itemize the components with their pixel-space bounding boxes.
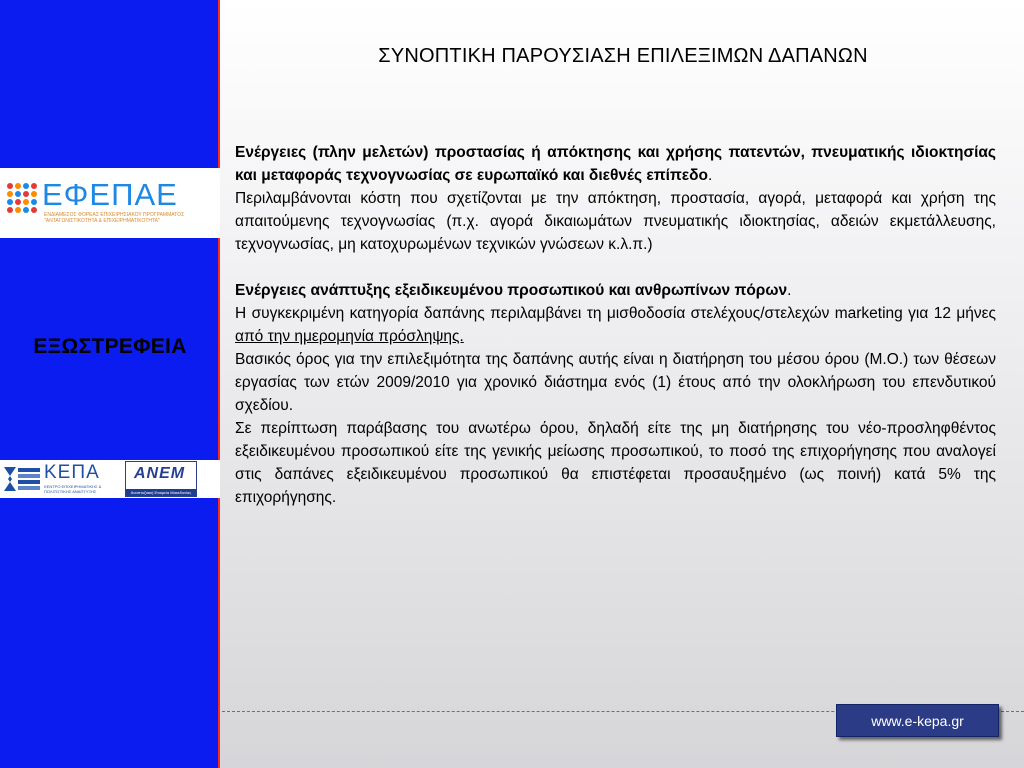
kepa-mark-icon	[2, 465, 42, 493]
kepa-logo	[0, 462, 118, 496]
paragraph-patents-period: .	[707, 167, 713, 184]
efepae-dots-icon	[6, 182, 40, 216]
paragraph-staff-body-underlined: από την ημερομηνία πρόσληψης.	[235, 328, 464, 345]
paragraph-condition: Βασικός όρος για την επιλεξιμότητα της δαπάνης αυτής είναι η διατήρηση του μέσου όρου (Μ.Ο.) των θέσεων εργασίας των ετών 2009/2010 για χρονικό διάστημα ενός (1) έτους από την ολοκλήρωση του επενδυτικού σχεδίου.	[235, 351, 996, 414]
paragraph-penalty: Σε περίπτωση παράβασης του ανωτέρω όρου, δηλαδή είτε της μη διατήρησης του νέο-προσληφθέντος εξειδικευμένου προσωπικού είτε της γενικής μείωσης προσωπικού, το ποσό της επιχορήγησης που αναλογεί στις δαπάνες εξειδικευμένου προσωπικού θα επιστέφεται προσαυξημένο (ως ποινή) κατά 5% της επιχορήγησης.	[235, 420, 996, 506]
paragraph-spacer	[235, 256, 996, 279]
efepae-logo-name: ΕΦΕΠΑΕ	[42, 177, 178, 212]
efepae-logo	[0, 168, 220, 238]
section-label: ΕΞΩΣΤΡΕΦΕΙΑ	[33, 335, 187, 358]
partner-logos	[0, 460, 220, 498]
page-title: ΣΥΝΟΠΤΙΚΗ ΠΑΡΟΥΣΙΑΣΗ ΕΠΙΛΕΞΙΜΩΝ ΔΑΠΑΝΩΝ	[378, 45, 868, 67]
kepa-logo-subtitle: ΚΕΝΤΡΟ ΕΠΙΧΕΙΡΗΜΑΤΙΚΗΣ & ΠΟΛΙΤΙΣΤΙΚΗΣ ΑΝΑΠΤΥΞΗΣ	[44, 484, 102, 494]
slide-content	[235, 141, 996, 509]
paragraph-staff-body	[235, 302, 996, 348]
anem-logo-subtitle: Αναπτυξιακή Εταιρεία Μακεδονίας	[126, 489, 196, 496]
paragraph-patents-heading: Ενέργειες (πλην μελετών) προστασίας ή απόκτησης και χρήσης πατεντών, πνευματικής ιδιοκτησίας και μεταφοράς τεχνογνωσίας σε ευρωπαϊκό και διεθνές επίπεδο	[235, 144, 996, 184]
paragraph-staff-heading: Ενέργειες ανάπτυξης εξειδικευμένου προσωπικού και ανθρωπίνων πόρων	[235, 282, 788, 299]
anem-logo	[125, 461, 197, 497]
efepae-logo-subtitle: ΕΝΔΙΑΜΕΣΟΣ ΦΟΡΕΑΣ ΕΠΙΧΕΙΡΗΣΙΑΚΟΥ ΠΡΟΓΡΑΜΜΑΤΟΣ "ΑΝΤΑΓΩΝΙΣΤΙΚΟΤΗΤΑ & ΕΠΙΧΕΙΡΗΜΑΤΙΚΟΤΗΤΑ"	[44, 212, 185, 224]
paragraph-staff-period: .	[787, 282, 792, 299]
paragraph-staff-body-text: Η συγκεκριμένη κατηγορία δαπάνης περιλαμβάνει τη μισθοδοσία στελέχους/στελεχών marketing για 12 μήνες	[235, 305, 996, 322]
paragraph-staff	[235, 279, 996, 302]
sidebar	[0, 0, 220, 768]
paragraph-patents	[235, 141, 996, 187]
paragraph-patents-body: Περιλαμβάνονται κόστη που σχετίζονται με την απόκτηση, προστασία, αγορά, μεταφορά και χρήση της απαιτούμενης τεχνογνωσίας (π.χ. αγορά δικαιωμάτων πνευματικής ιδιοκτησίας, αδειών εκμετάλλευσης, τεχνογνωσίας, μη κατοχυρωμένων τεχνικών γνώσεων κ.λ.π.)	[235, 190, 996, 253]
footer-website-link[interactable]: www.e-kepa.gr	[836, 704, 999, 737]
kepa-logo-name: ΚΕΠΑ	[44, 462, 100, 483]
anem-logo-name: ΑΝΕΜ	[134, 465, 186, 482]
